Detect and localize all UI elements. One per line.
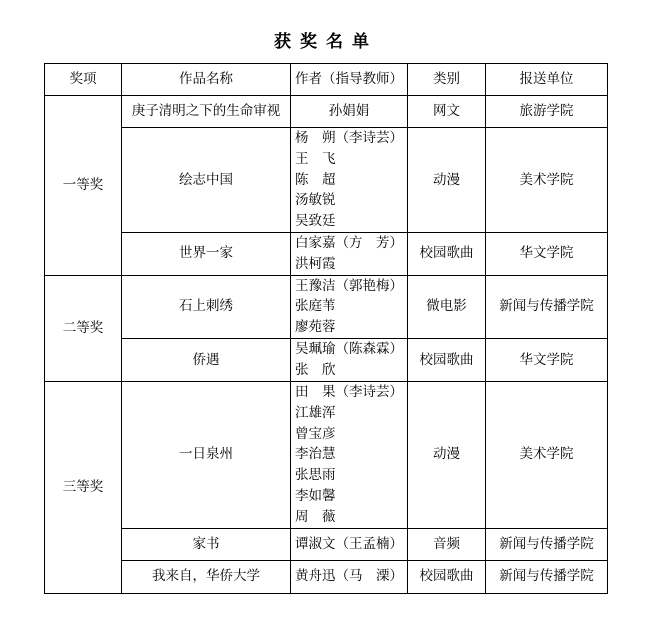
table-row bbox=[45, 528, 608, 560]
category: 校园歌曲 bbox=[408, 338, 486, 381]
author: 张庭苇 bbox=[295, 298, 336, 315]
work-title: 庚子清明之下的生命审视 bbox=[122, 96, 291, 128]
table-row bbox=[45, 233, 608, 276]
table-row bbox=[45, 338, 608, 381]
author: 汤敏锐 bbox=[295, 192, 336, 209]
authors bbox=[291, 528, 408, 560]
header-unit: 报送单位 bbox=[486, 64, 608, 96]
author: 杨 朔（李诗芸） bbox=[295, 130, 403, 146]
category: 校园歌曲 bbox=[408, 233, 486, 276]
award-level: 一等奖 bbox=[45, 96, 122, 276]
author: 张思雨 bbox=[295, 467, 336, 484]
work-title: 石上刺绣 bbox=[122, 275, 291, 338]
authors bbox=[291, 233, 408, 276]
unit: 美术学院 bbox=[486, 381, 608, 528]
header-authors: 作者（指导教师） bbox=[291, 64, 408, 96]
author: 吴珮瑜（陈森霖） bbox=[295, 340, 403, 357]
category: 音频 bbox=[408, 528, 486, 560]
table-row bbox=[45, 275, 608, 338]
author: 王豫洁（郭艳梅） bbox=[295, 277, 403, 294]
header-row bbox=[45, 64, 608, 96]
authors bbox=[291, 560, 408, 593]
author: 黄舟迅（马 溧） bbox=[295, 568, 403, 585]
unit: 新闻与传播学院 bbox=[486, 275, 608, 338]
table-row bbox=[45, 96, 608, 128]
author: 李如馨 bbox=[295, 487, 336, 504]
work-title: 家书 bbox=[122, 528, 291, 560]
author: 张 欣 bbox=[295, 361, 336, 378]
unit: 华文学院 bbox=[486, 338, 608, 381]
category: 动漫 bbox=[408, 128, 486, 233]
authors bbox=[291, 381, 408, 528]
authors bbox=[291, 128, 408, 233]
work-title: 一日泉州 bbox=[122, 381, 291, 528]
category: 微电影 bbox=[408, 275, 486, 338]
category: 校园歌曲 bbox=[408, 560, 486, 593]
author: 陈 超 bbox=[295, 171, 336, 188]
unit: 旅游学院 bbox=[486, 96, 608, 128]
work-title: 侨遇 bbox=[122, 338, 291, 381]
author: 谭淑文（王孟楠） bbox=[295, 535, 403, 552]
author: 李治慧 bbox=[295, 446, 336, 463]
table-row bbox=[45, 128, 608, 233]
table-row bbox=[45, 560, 608, 593]
authors: 孙娟娟 bbox=[291, 96, 408, 128]
header-work: 作品名称 bbox=[122, 64, 291, 96]
unit: 新闻与传播学院 bbox=[486, 560, 608, 593]
author: 江雄浑 bbox=[295, 404, 336, 421]
author: 王 飞 bbox=[295, 150, 336, 167]
unit: 美术学院 bbox=[486, 128, 608, 233]
authors bbox=[291, 338, 408, 381]
award-level: 三等奖 bbox=[45, 381, 122, 593]
author: 曾宝彦 bbox=[295, 425, 336, 442]
award-table bbox=[44, 63, 608, 594]
authors bbox=[291, 275, 408, 338]
table-row bbox=[45, 381, 608, 528]
unit: 新闻与传播学院 bbox=[486, 528, 608, 560]
header-category: 类别 bbox=[408, 64, 486, 96]
work-title: 绘志中国 bbox=[122, 128, 291, 233]
category: 动漫 bbox=[408, 381, 486, 528]
author: 白家嘉（方 芳） bbox=[295, 235, 403, 251]
author: 周 薇 bbox=[295, 508, 336, 525]
unit: 华文学院 bbox=[486, 233, 608, 276]
work-title: 我来自，华侨大学 bbox=[122, 560, 291, 593]
author: 洪柯霞 bbox=[295, 255, 336, 272]
page-title: 获奖名单 bbox=[274, 32, 378, 52]
category: 网文 bbox=[408, 96, 486, 128]
author: 吴致廷 bbox=[295, 213, 336, 230]
work-title: 世界一家 bbox=[122, 233, 291, 276]
header-award: 奖项 bbox=[45, 64, 122, 96]
award-level: 二等奖 bbox=[45, 275, 122, 381]
author: 廖苑蓉 bbox=[295, 319, 336, 336]
author: 田 果（李诗芸） bbox=[295, 383, 403, 400]
